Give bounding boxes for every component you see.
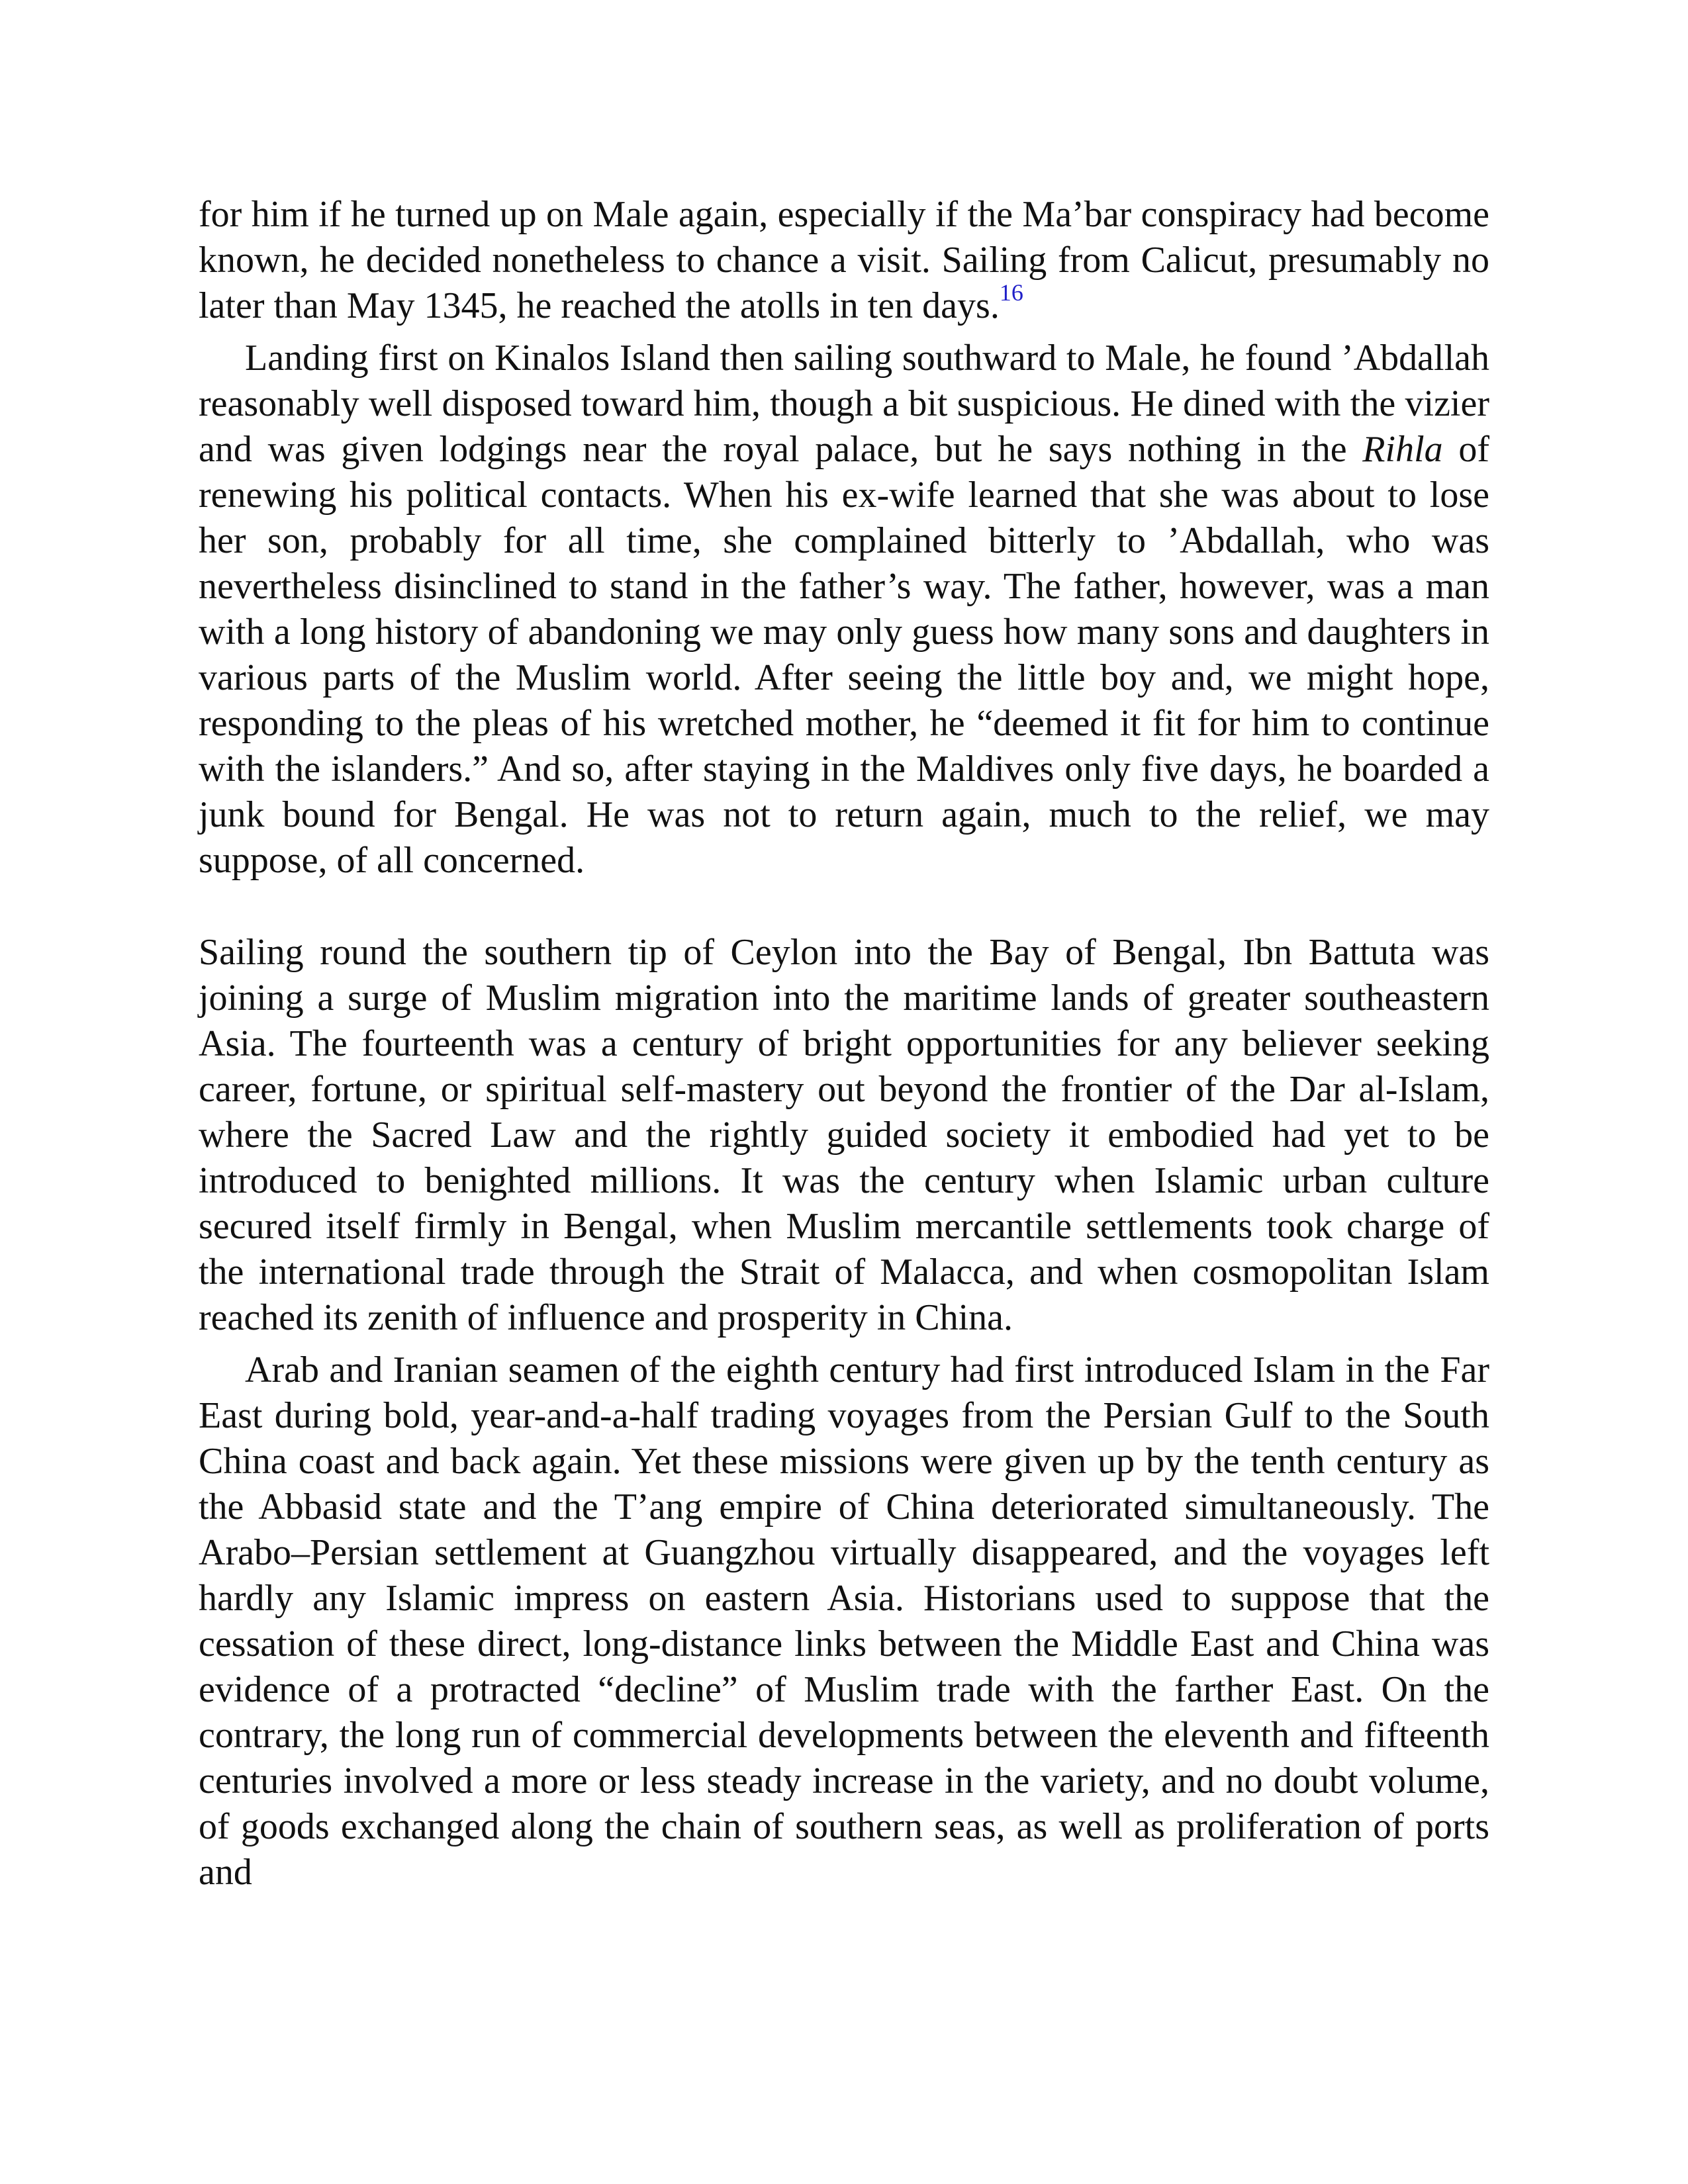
paragraph-4: Arab and Iranian seamen of the eighth century had first introduced Islam in the Far East during bold, year-and-a-half trading voyages from the Persian Gulf to the South China coast and back again. Yet these missions were given up by the tenth century as the Abbasid state and the T’ang empire of China deteriorated simultaneously. The Arabo–Persian settlement at Guangzhou virtually disappeared, and the voyages left hardly any Islamic impress on eastern Asia. Historians used to suppose that the cessation of these direct, long-distance links between the Middle East and China was evidence of a protracted “decline” of Muslim trade with the farther East. On the contrary, the long run of commercial developments between the eleventh and fifteenth centuries involved a more or less steady increase in the variety, and no doubt volume, of goods exchanged along the chain of southern seas, as well as proliferation of ports and bbox=[199, 1349, 1489, 1893]
paragraph-3: Sailing round the southern tip of Ceylon into the Bay of Bengal, Ibn Battuta was joining a surge of Muslim migration into the maritime lands of greater southeastern Asia. The fourteenth was a century of bright opportunities for any believer seeking career, fortune, or spiritual self-mastery out beyond the frontier of the Dar al-Islam, where the Sacred Law and the rightly guided society it embodied had yet to be introduced to benighted millions. It was the century when Islamic urban culture secured itself firmly in Bengal, when Muslim mercantile settlements took charge of the international trade through the Strait of Malacca, and when cosmopolitan Islam reached its zenith of influence and prosperity in China. bbox=[199, 932, 1489, 1338]
page-body bbox=[199, 192, 1489, 1902]
paragraph-2 bbox=[199, 336, 1489, 884]
paragraph-1-text: for him if he turned up on Male again, especially if the Ma’bar conspiracy had become known, he decided nonetheless to chance a visit. Sailing from Calicut, presumably no later than May 1345, he reached the atolls in ten days. bbox=[199, 194, 1489, 326]
italic-title-rihla: Rihla bbox=[1362, 429, 1443, 470]
paragraph-2-text-before: Landing first on Kinalos Island then sailing southward to Male, he found ’Abdallah reasonably well disposed toward him, though a bit suspicious. He dined with the vizier and was given lodgings near the royal palace, but he says nothing in the bbox=[199, 338, 1489, 470]
footnote-ref-16[interactable]: 16 bbox=[999, 279, 1023, 306]
section-break bbox=[199, 890, 1489, 930]
paragraph-1 bbox=[199, 192, 1489, 329]
paragraph-2-text-after: of renewing his political contacts. When his ex-wife learned that she was about to lose her son, probably for all time, she complained bitterly to ’Abdallah, who was nevertheless disinclined to stand in the father’s way. The father, however, was a man with a long history of abandoning we may only guess how many sons and daughters in various parts of the Muslim world. After seeing the little boy and, we might hope, responding to the pleas of his wretched mother, he “deemed it fit for him to continue with the islanders.” And so, after staying in the Maldives only five days, he boarded a junk bound for Bengal. He was not to return again, much to the relief, we may suppose, of all concerned. bbox=[199, 429, 1490, 881]
